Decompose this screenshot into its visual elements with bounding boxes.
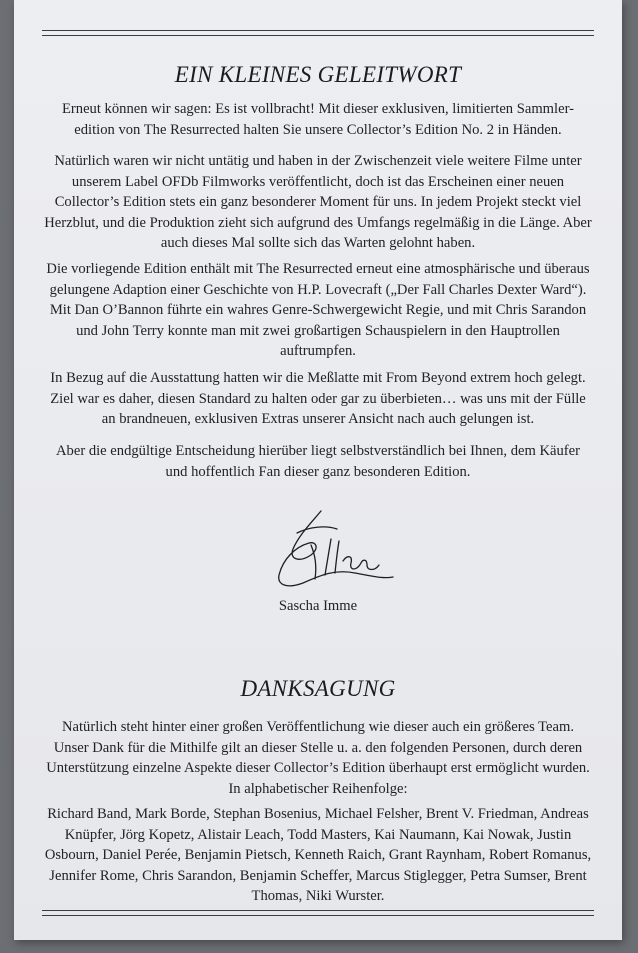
bottom-double-rule [42, 910, 594, 916]
paragraph-5: Aber die endgültige Entscheidung hierüber liegt selbstverständlich bei Ihnen, dem Käufer und hoffentlich Fan dieser ganz besonderen Edition. [56, 443, 580, 480]
handwritten-signature [259, 505, 399, 600]
danksagung-heading: DANKSAGUNG [240, 676, 396, 701]
paragraph-4: In Bezug auf die Ausstattung hatten wir die Meßlatte mit From Beyond extrem hoch gelegt. Ziel war es daher, diesen Standard zu halten oder gar zu überbieten… was uns mit der Fülle an brandneuen, exklusiven Extras unserer Ansicht nach auch gelungen ist. [50, 370, 586, 427]
top-double-rule [42, 30, 594, 36]
thanks-names: Richard Band, Mark Borde, Stephan Bosenius, Michael Felsher, Brent V. Friedman, Andreas Knüpfer, Jörg Kopetz, Alistair Leach, Todd Masters, Kai Naumann, Kai Nowak, Justin Osbourn, Daniel Perée, Benjamin Pietsch, Kenneth Raich, Grant Raynham, Robert Romanus, Jennifer Rome, Chris Sarandon, Benjamin Scheffer, Marcus Stiglegger, Petra Sumser, Brent Thomas, Niki Wurster. [44, 806, 592, 904]
printed-card [14, 0, 622, 940]
paragraph-2: Natürlich waren wir nicht untätig und haben in der Zwischenzeit viele weitere Filme unter unserem Label OFDb Filmworks veröffentlicht, doch ist das Erscheinen einer neuen Collector’s Edition stets ein ganz besonderer Moment für uns. In jedem Projekt steckt viel Herzblut, und die Produktion zieht sich aufgrund des Umfangs regelmäßig in die Länge. Aber auch dieses Mal sollte sich das Warten gelohnt haben. [44, 153, 592, 251]
thanks-intro: Natürlich steht hinter einer großen Veröffentlichung wie dieser auch ein größeres Team. Unser Dank für die Mithilfe gilt an dieser Stelle u. a. den folgenden Personen, durch deren Unterstützung einzelne Aspekte dieser Collector’s Edition überhaupt erst ermöglicht wurden. In alphabetischer Reihenfolge: [46, 719, 590, 797]
signature-name: Sascha Imme [278, 598, 358, 614]
paragraph-3: Die vorliegende Edition enthält mit The Resurrected erneut eine atmosphärische und überaus gelungene Adaption einer Geschichte von H.P. Lovecraft („Der Fall Charles Dexter Ward“). Mit Dan O’Bannon führte ein wahres Genre-Schwergewicht Regie, und mit Chris Sarandon und John Terry konnte man mit zwei großartigen Schauspielern in den Hauptrollen auftrumpfen. [46, 261, 590, 359]
geleitwort-heading: EIN KLEINES GELEITWORT [174, 62, 462, 87]
paragraph-1: Erneut können wir sagen: Es ist vollbracht! Mit dieser exklusiven, limitierten Sammler-edition von The Resurrected halten Sie unsere Collector’s Edition No. 2 in Händen. [62, 101, 574, 138]
